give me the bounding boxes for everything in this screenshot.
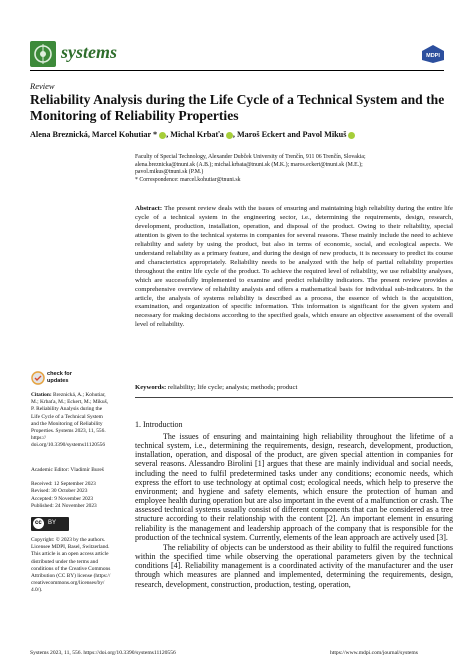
affiliation-line: Faculty of Special Technology, Alexander Dubček University of Trenčín, 911 06 Trenčín, Slovakia; bbox=[135, 154, 366, 160]
check-for-updates-button[interactable] bbox=[47, 371, 72, 384]
body-text bbox=[135, 432, 453, 589]
accepted-date: Accepted: 9 November 2023 bbox=[31, 495, 94, 502]
author-name[interactable]: , Michal Krbaťa bbox=[166, 130, 224, 139]
article-title: Reliability Analysis during the Life Cycle of a Technical System and the Monitoring of Reliability Properties bbox=[30, 92, 445, 123]
section-heading: 1. Introduction bbox=[135, 420, 183, 429]
keywords-divider bbox=[135, 397, 453, 398]
revised-date: Revised: 30 October 2023 bbox=[31, 488, 88, 495]
updates-label: updates bbox=[47, 377, 69, 384]
journal-logo-icon bbox=[30, 41, 56, 67]
academic-editor: Academic Editor: Vladimír Bureš bbox=[31, 467, 104, 473]
cc-by-label: BY bbox=[48, 520, 57, 526]
keywords bbox=[135, 384, 453, 391]
publication-dates bbox=[31, 481, 97, 511]
author-name[interactable]: , Maroš Eckert and Pavol Mikuš bbox=[232, 130, 347, 139]
published-date: Published: 24 November 2023 bbox=[31, 503, 97, 510]
keywords-text: reliability; life cycle; analysis; methods; product bbox=[167, 384, 298, 391]
orcid-icon[interactable] bbox=[226, 132, 233, 139]
article-type: Review bbox=[30, 81, 55, 91]
journal-name[interactable]: systems bbox=[61, 42, 117, 62]
svg-text:MDPI: MDPI bbox=[426, 53, 440, 59]
citation-block bbox=[31, 392, 111, 450]
affiliation-line[interactable]: pavol.mikus@tnuni.sk (P.M.) bbox=[135, 169, 204, 176]
abstract-text: The present review deals with the issues of ensuring and maintaining high reliability during the entire life cycle of a technical system in the engineering sector, i.e., determining the requirements, design, research, development, production, installation, operation, and disposal of the product. Owing to their reliability, special attention is given to the technical systems in companies for several reasons. These mainly include the need to achieve reliability and safety by using the product, but also in terms of economic, social, and ecological aspects. We understand reliability as a primary feature, and during the design of new products, it is necessary to predict its course and characteristics appropriately. Reliability needs to be analyzed with the help of partial reliability properties throughout the entire life cycle of the product. To achieve the required level of reliability, we use reliability analyses, which are successfully implemented to examine and predict reliability indicators. The present review provides a comprehensive overview of reliability analysis and offers a mathematical basis for individual sub-indicators. In the article, the analysis of systems reliability is described as a process, the essence of which is the acquisition, examination, and organization of specific information. This information is significant for the given system and necessary for making decisions according to the specified goals, which ensure an objective assessment of the overall level of reliability. bbox=[135, 205, 453, 329]
correspondence-line[interactable]: * Correspondence: marcel.kohutiar@tnuni.sk bbox=[135, 176, 241, 183]
check-for-label: check for bbox=[47, 371, 72, 377]
author-list bbox=[30, 130, 450, 139]
abstract bbox=[135, 205, 453, 330]
keywords-label: Keywords: bbox=[135, 384, 167, 391]
paragraph: The reliability of objects can be understood as their ability to fulfil the required functions within the specified time while observing the operational parameters given by the technical conditions [4]. Reliability management is a coordinated activity of the manufacturer and the user through which measures are planned and implemented, determining the requirements, design, research, development, construction, production, testing, operation, bbox=[135, 542, 453, 589]
orcid-icon[interactable] bbox=[348, 132, 355, 139]
abstract-label: Abstract: bbox=[135, 205, 163, 212]
header-divider bbox=[30, 70, 444, 71]
cc-label: cc bbox=[35, 520, 42, 526]
footer-citation[interactable]: Systems 2023, 11, 556. https://doi.org/10.3390/systems11120556 bbox=[30, 650, 176, 656]
citation-text[interactable]: Breznická, A.; Kohutiar, M.; Krbaťa, M.; Eckert, M.; Mikuš, P. Reliability Analysis during the Life Cycle of a Technical System and the Monitoring of Reliability Properties. Systems 2023, 11, 556. https:// doi.org/10.3390/systems11120556 bbox=[31, 392, 109, 449]
received-date: Received: 12 September 2023 bbox=[31, 481, 96, 487]
paragraph: The issues of ensuring and maintaining high reliability throughout the lifetime of a technical system, i.e., determining the requirements, design, research, development, production, installation, operation, and disposal of the product, are given special attention in companies for several reasons. Alessandro Birolini [1] argues that these are mainly individual and social needs, including the need to fulfil predetermined tasks under any conditions; economic needs, which express the effort to use technology at optimal cost; ecological needs, which help to preserve the environment; and hygiene and safety elements, which ensure the protection of human and employee health during operation but are also important in the event of a malfunction or crash. The assessed technical systems usually consist of different components that can be considered as a tree structure according to their relationship with the content [2]. An important element in ensuring reliability is the management and leadership approach of the company that is responsible for the production of the technical system. Currently, elements of the lean approach are actively used [3]. bbox=[135, 432, 453, 542]
affiliation-line[interactable]: alena.breznicka@tnuni.sk (A.B.); michal.krbata@tnuni.sk (M.K.); maros.eckert@tnuni.sk (M.E.); bbox=[135, 161, 363, 168]
check-for-updates-icon[interactable] bbox=[31, 371, 45, 385]
mdpi-logo-icon[interactable] bbox=[421, 44, 445, 64]
citation-label: Citation: bbox=[31, 392, 52, 398]
license-text[interactable]: Copyright: © 2023 by the authors. Licensee MDPI, Basel, Switzerland. This article is an open access article distributed under the terms and conditions of the Creative Commons Attribution (CC BY) license (https:// creativecommons.org/licenses/by/ 4.0/). bbox=[31, 537, 111, 594]
affiliation-block bbox=[135, 154, 450, 184]
footer-journal-link[interactable]: https://www.mdpi.com/journal/systems bbox=[330, 650, 418, 656]
author-name[interactable]: Alena Breznická, Marcel Kohutiar * bbox=[30, 130, 158, 139]
